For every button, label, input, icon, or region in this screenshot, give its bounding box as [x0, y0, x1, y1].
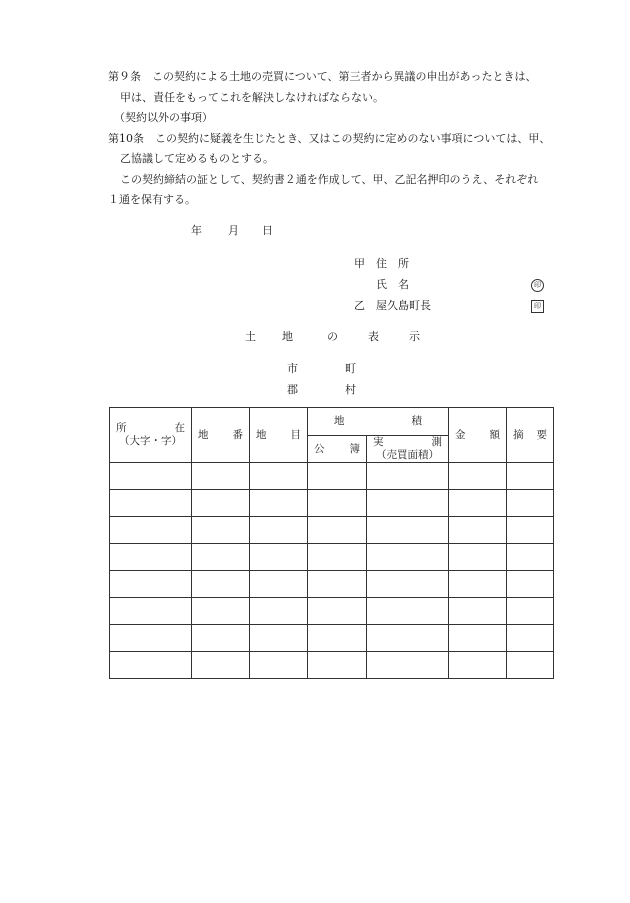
table-cell[interactable] [110, 490, 192, 517]
land-table [109, 407, 554, 679]
table-cell[interactable] [308, 463, 367, 490]
header-remarks [507, 408, 554, 463]
table-cell[interactable] [250, 490, 308, 517]
table-cell[interactable] [367, 652, 449, 679]
table-cell[interactable] [192, 517, 250, 544]
header-jissoku-left: 実 [373, 436, 384, 448]
seal-otsu-icon: 印 [531, 300, 544, 313]
article-9-line-2: 甲は、責任をもってこれを解決しなければならない。 [120, 91, 384, 104]
header-jissoku-sub: （売買面積） [376, 449, 439, 461]
table-cell[interactable] [308, 544, 367, 571]
table-cell[interactable] [192, 544, 250, 571]
header-koubo-left: 公 [314, 442, 325, 455]
table-cell[interactable] [250, 571, 308, 598]
header-chiban [192, 408, 250, 463]
table-cell[interactable] [449, 544, 507, 571]
table-cell[interactable] [367, 517, 449, 544]
table-cell[interactable] [449, 490, 507, 517]
land-title-char-2: 地 [282, 330, 293, 343]
land-title-char-1: 土 [245, 330, 256, 343]
closing-line-1: この契約締結の証として、契約書２通を作成して、甲、乙記名押印のうえ、それぞれ [120, 173, 539, 186]
table-cell[interactable] [367, 463, 449, 490]
header-amount-left: 金 [455, 428, 466, 441]
header-remarks-left: 摘 [513, 428, 524, 441]
date-year: 年 [191, 224, 202, 237]
header-chimoku-right: 目 [290, 428, 301, 441]
table-row [110, 571, 554, 598]
table-cell[interactable] [110, 598, 192, 625]
table-cell[interactable] [110, 625, 192, 652]
municipality-village: 村 [345, 383, 356, 396]
header-location [110, 408, 192, 463]
party-ko-name-label: 氏 名 [376, 278, 409, 291]
table-cell[interactable] [507, 544, 554, 571]
table-cell[interactable] [308, 598, 367, 625]
table-cell[interactable] [192, 463, 250, 490]
party-ko-address-label: 住 所 [376, 257, 409, 270]
header-area [308, 408, 449, 436]
table-cell[interactable] [449, 463, 507, 490]
table-cell[interactable] [192, 598, 250, 625]
municipality-town: 町 [345, 362, 356, 375]
article-10-line-2: 乙協議して定めるものとする。 [120, 152, 274, 165]
table-cell[interactable] [110, 544, 192, 571]
table-row [110, 490, 554, 517]
table-row [110, 544, 554, 571]
table-cell[interactable] [110, 463, 192, 490]
table-cell[interactable] [367, 490, 449, 517]
table-row [110, 463, 554, 490]
header-koubo [308, 436, 367, 463]
seal-ko-icon: 印 [531, 279, 544, 292]
table-cell[interactable] [250, 544, 308, 571]
date-day: 日 [262, 224, 273, 237]
section-heading: （契約以外の事項） [114, 111, 213, 124]
table-row [110, 625, 554, 652]
table-cell[interactable] [367, 598, 449, 625]
header-location-right: 在 [174, 422, 185, 434]
table-cell[interactable] [507, 463, 554, 490]
land-title-char-5: 示 [409, 330, 420, 343]
table-cell[interactable] [250, 517, 308, 544]
table-cell[interactable] [507, 490, 554, 517]
header-jissoku-right: 測 [431, 436, 442, 448]
table-cell[interactable] [192, 652, 250, 679]
table-cell[interactable] [250, 598, 308, 625]
header-remarks-right: 要 [536, 428, 547, 441]
header-chiban-right: 番 [232, 428, 243, 441]
table-cell[interactable] [192, 490, 250, 517]
table-cell[interactable] [367, 571, 449, 598]
land-title-char-3: の [327, 330, 338, 343]
header-chiban-left: 地 [198, 428, 209, 441]
table-cell[interactable] [449, 598, 507, 625]
header-location-sub: （大字・字） [119, 435, 182, 447]
table-cell[interactable] [250, 625, 308, 652]
table-cell[interactable] [308, 625, 367, 652]
table-cell[interactable] [250, 652, 308, 679]
table-cell[interactable] [507, 598, 554, 625]
table-cell[interactable] [507, 652, 554, 679]
table-cell[interactable] [110, 571, 192, 598]
party-ko-label: 甲 [354, 257, 365, 270]
table-cell[interactable] [308, 490, 367, 517]
municipality-city: 市 [287, 362, 298, 375]
party-otsu-name: 屋久島町長 [376, 299, 431, 312]
header-amount [449, 408, 507, 463]
table-cell[interactable] [507, 625, 554, 652]
table-cell[interactable] [449, 625, 507, 652]
table-cell[interactable] [192, 571, 250, 598]
table-cell[interactable] [367, 544, 449, 571]
table-row [110, 517, 554, 544]
table-cell[interactable] [110, 652, 192, 679]
table-cell[interactable] [449, 571, 507, 598]
article-9-line-1: 第９条 この契約による土地の売買について、第三者から異議の申出があったときは、 [108, 70, 537, 83]
header-chimoku [250, 408, 308, 463]
table-cell[interactable] [449, 652, 507, 679]
header-area-right: 積 [411, 415, 422, 427]
table-cell[interactable] [367, 625, 449, 652]
table-cell[interactable] [449, 517, 507, 544]
header-amount-right: 額 [489, 428, 500, 441]
table-cell[interactable] [110, 517, 192, 544]
table-cell[interactable] [507, 571, 554, 598]
table-row [110, 598, 554, 625]
table-cell[interactable] [308, 652, 367, 679]
header-area-left: 地 [334, 415, 345, 427]
header-location-left: 所 [116, 422, 127, 434]
header-chimoku-left: 地 [256, 428, 267, 441]
table-cell[interactable] [308, 571, 367, 598]
municipality-county: 郡 [287, 383, 298, 396]
party-otsu-label: 乙 [354, 299, 365, 312]
article-10-line-1: 第10条 この契約に疑義を生じたとき、又はこの契約に定めのない事項については、甲、 [108, 132, 551, 145]
header-koubo-right: 簿 [349, 442, 360, 455]
table-cell[interactable] [308, 517, 367, 544]
header-jissoku [367, 436, 449, 463]
closing-line-2: １通を保有する。 [108, 193, 196, 206]
table-cell[interactable] [192, 625, 250, 652]
table-cell[interactable] [507, 517, 554, 544]
table-cell[interactable] [250, 463, 308, 490]
table-row [110, 652, 554, 679]
land-title-char-4: 表 [368, 330, 379, 343]
date-month: 月 [228, 224, 239, 237]
